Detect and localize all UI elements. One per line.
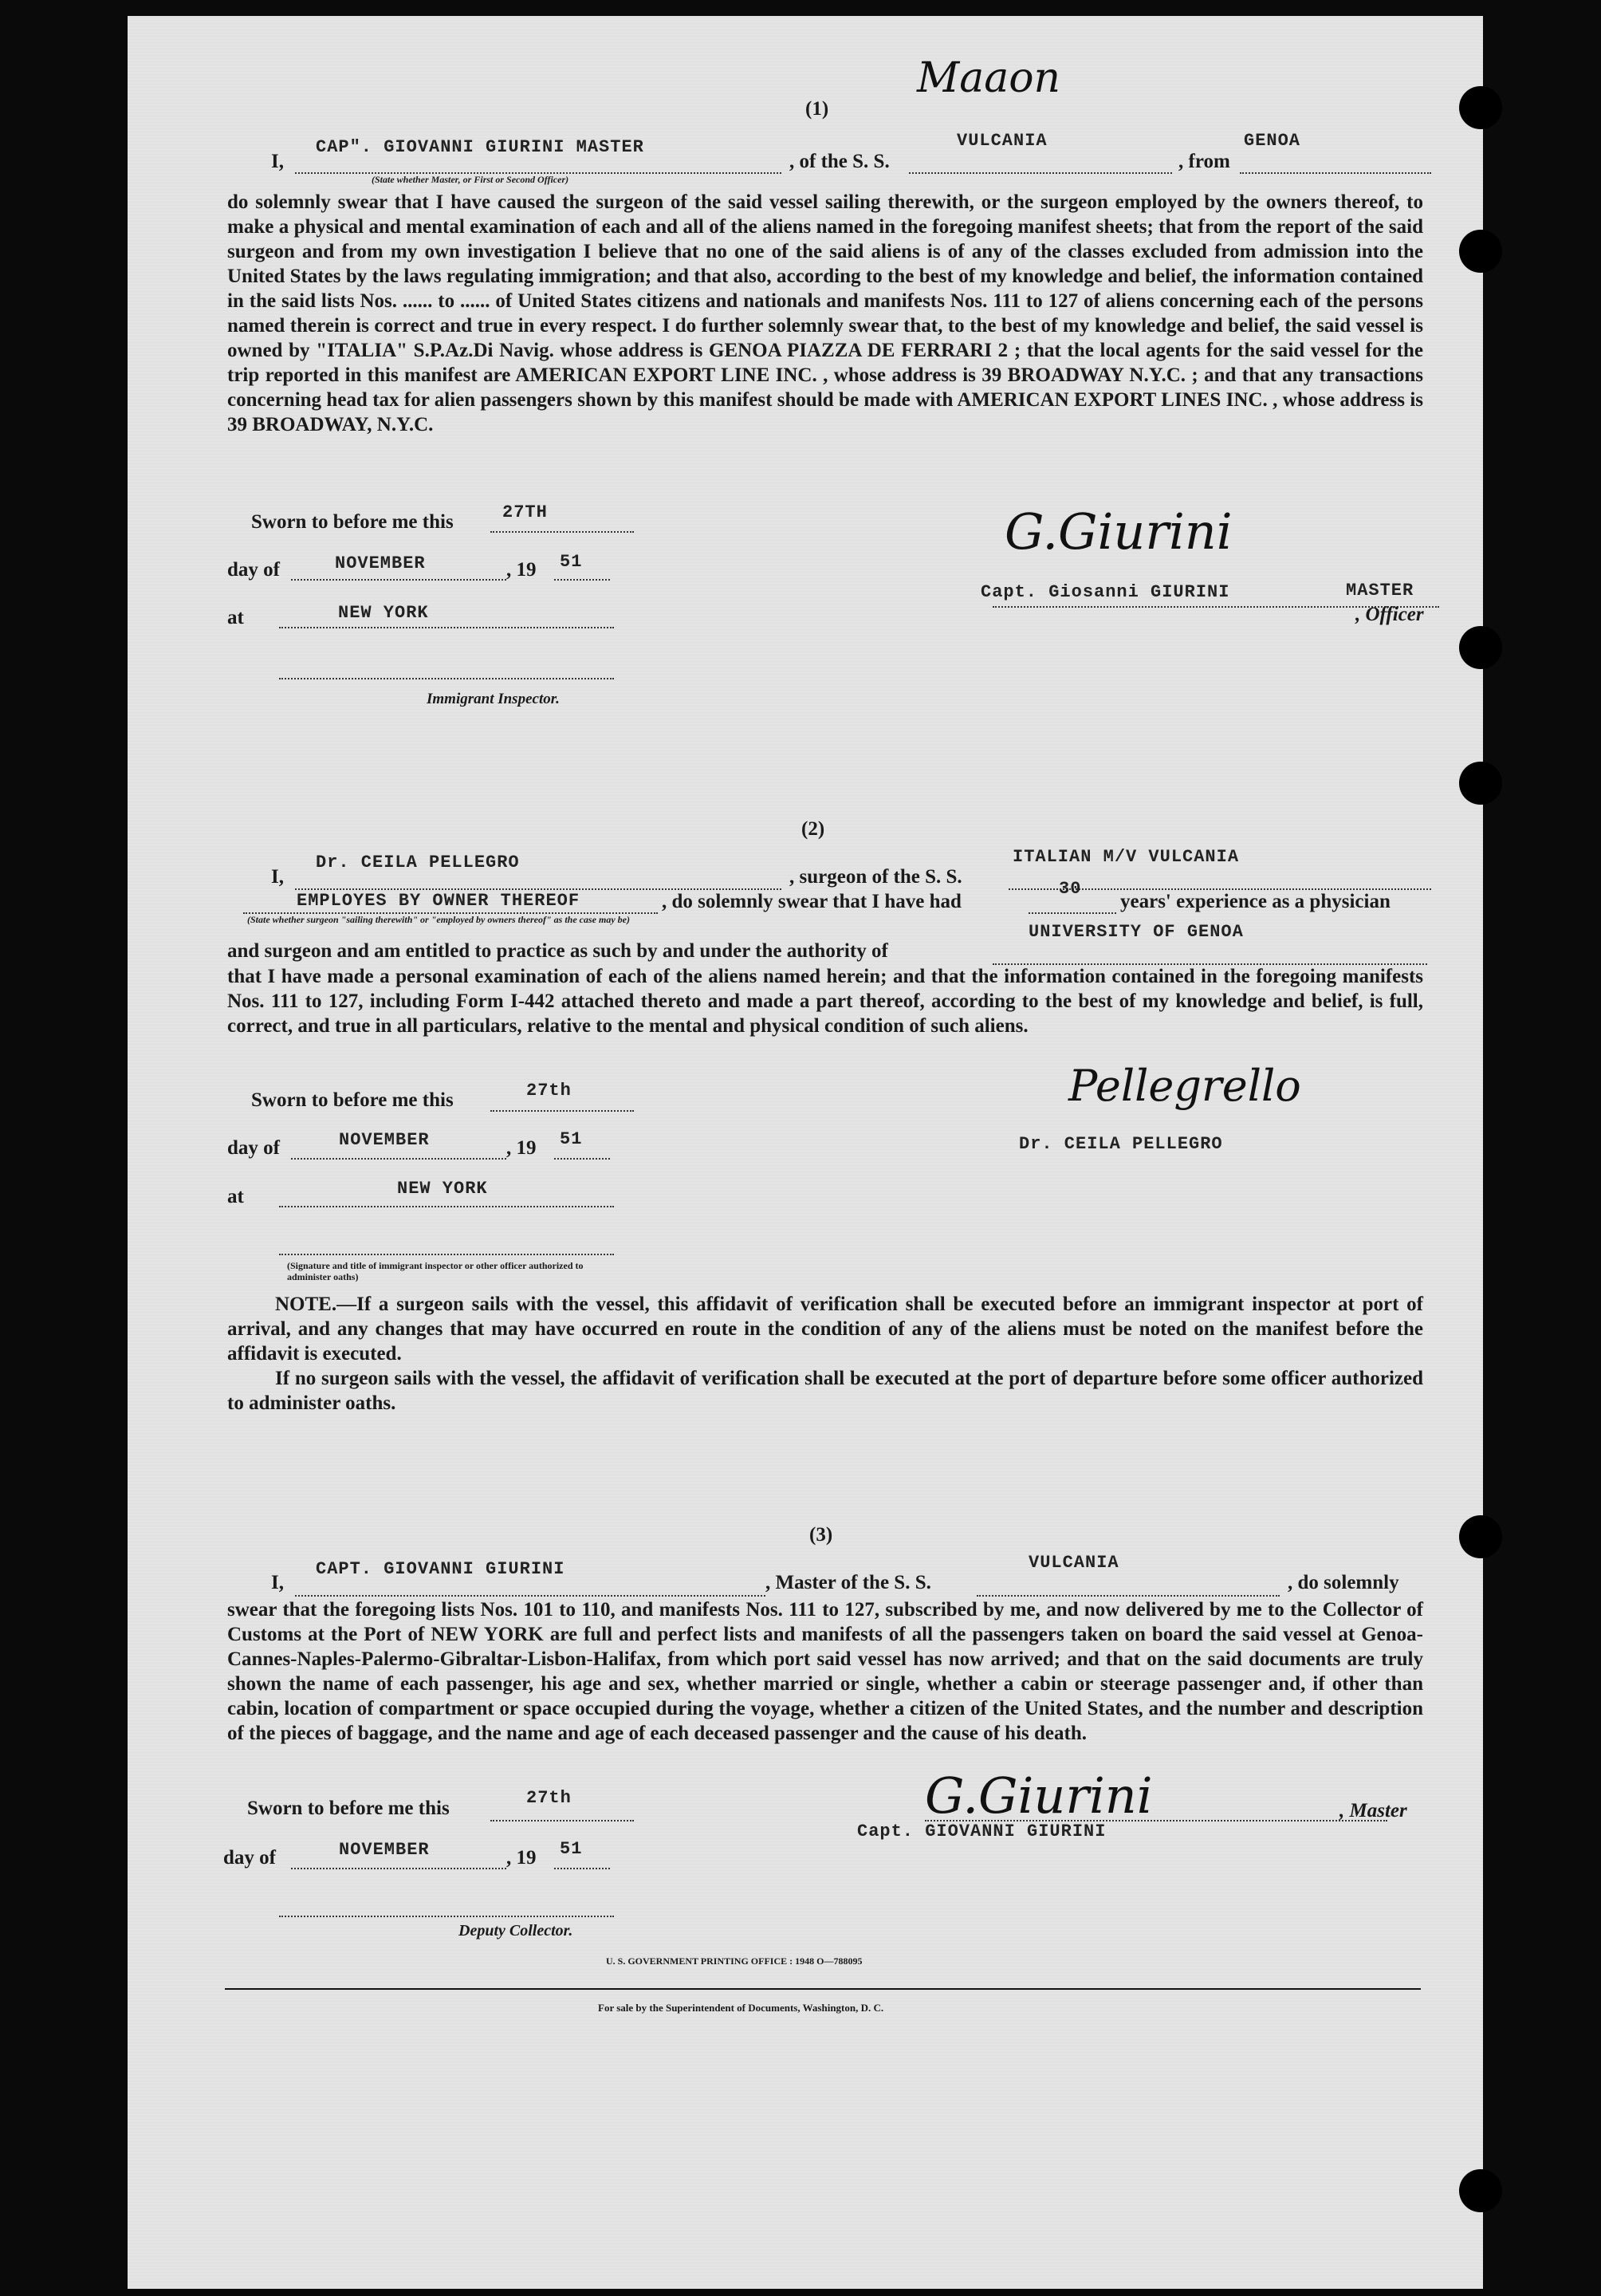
sec2-authority-value: UNIVERSITY OF GENOA (1029, 922, 1244, 942)
sec3-collector-caption: Deputy Collector. (458, 1922, 573, 1940)
sec2-ship-value: ITALIAN M/V VULCANIA (1013, 847, 1240, 867)
sec1-sig-caption: , Officer (1355, 604, 1424, 625)
sec2-month: NOVEMBER (339, 1130, 430, 1150)
sec1-sig-typed: Capt. Giosanni GIURINI (981, 582, 1230, 602)
sec1-sworn-day: 27TH (502, 502, 548, 522)
sec3-month: NOVEMBER (339, 1840, 430, 1860)
sec2-place: NEW YORK (397, 1179, 488, 1199)
sec2-sworn-label: Sworn to before me this (251, 1089, 454, 1111)
sec1-inspector-caption: Immigrant Inspector. (427, 691, 560, 707)
sec2-authority-label: and surgeon and am entitled to practice as such by and under the authority of (227, 940, 888, 962)
sec3-year: 51 (560, 1839, 583, 1859)
sec1-signature: G.Giurini (1005, 502, 1233, 561)
sec3-affidavit-text: swear that the foregoing lists Nos. 101 to 110, and manifests Nos. 111 to 127, subscribed by me, and now delivered by me to the Collector of Customs at the Port of NEW YORK are full and perfect lists and manifests of all the passengers taken on board the said vessel at Genoa-Cannes-Naples-Palermo-Gibraltar-Lisbon-Halifax, from which port said vessel has now arrived; and that on the said documents are truly shown the name of each passenger, his age and sex, whether married or single, whether a cabin or steerage passenger and, if other than cabin, location of compartment or space occupied during the voyage, whether a citizen of the United States, and the number and description of the pieces of baggage, and the name and age of each deceased passenger and the cause of his death. (227, 1599, 1423, 1744)
sec2-at-label: at (227, 1186, 244, 1207)
sec1-officer-caption: (State whether Master, or First or Second Officer) (372, 174, 569, 185)
sec2-sig-caption: (Signature and title of immigrant inspector or other officer authorized to administer oaths) (287, 1260, 584, 1282)
sec1-place: NEW YORK (338, 603, 429, 623)
binder-hole (1459, 1515, 1502, 1558)
sec3-sworn-day: 27th (526, 1788, 572, 1808)
sec2-surgeon-value: Dr. CEILA PELLEGRO (316, 853, 520, 872)
sec1-sig-title: MASTER (1346, 581, 1414, 601)
sec3-sworn-label: Sworn to before me this (247, 1798, 450, 1819)
printing-office-line: U. S. GOVERNMENT PRINTING OFFICE : 1948 O—788095 (606, 1955, 863, 1967)
binder-hole (1459, 2169, 1502, 2212)
sec2-swear-label: , do solemnly swear that I have had (662, 891, 962, 912)
binder-hole (1459, 762, 1502, 805)
sec3-year-prefix: , 19 (506, 1847, 537, 1869)
sec3-master-value: CAPT. GIOVANNI GIURINI (316, 1559, 565, 1579)
sec3-sig-caption: , Master (1339, 1800, 1407, 1821)
sec2-note-1: NOTE.—If a surgeon sails with the vessel, this affidavit of verification shall be executed before an immigrant inspector at port of arrival, and any changes that may have occurred en route in the condition of any of the aliens must be noted on the manifest before the affidavit is executed. (227, 1294, 1423, 1365)
sec2-surgeon-of-label: , surgeon of the S. S. (789, 866, 962, 888)
sec1-at-label: at (227, 607, 244, 628)
label-i-3: I, (271, 1572, 284, 1593)
sec2-sworn-day: 27th (526, 1081, 572, 1101)
section-1-number: (1) (805, 98, 829, 120)
footer-rule (225, 1988, 1421, 1990)
sec2-year: 51 (560, 1129, 583, 1149)
sec1-from-value: GENOA (1244, 131, 1301, 151)
footer-text: For sale by the Superintendent of Documents, Washington, D. C. (598, 2002, 884, 2014)
sec2-affidavit-text: that I have made a personal examination of each of the aliens named herein; and that the information contained in the foregoing manifests Nos. 111 to 127, including Form I-442 attached thereto and made a part thereof, according to the best of my knowledge and belief, is full, correct, and true in all particulars, relative to the mental and physical condition of such aliens. (227, 966, 1423, 1037)
binder-hole (1459, 86, 1502, 129)
sec2-signature: Pellegrello (1068, 1061, 1301, 1111)
sec1-day-of-label: day of (227, 559, 280, 581)
sec2-employed-caption: (State whether surgeon "sailing therewith" or "employed by owners thereof" as the case may be) (247, 914, 630, 925)
sec3-solemnly: , do solemnly (1288, 1572, 1399, 1593)
sec1-ship-value: VULCANIA (957, 131, 1048, 151)
sec1-officer-value: CAP". GIOVANNI GIURINI MASTER (316, 137, 644, 157)
sec3-sig-typed: Capt. GIOVANNI GIURINI (857, 1821, 1107, 1841)
section-3-number: (3) (809, 1524, 833, 1546)
manifest-page (128, 16, 1483, 2289)
sec3-ship-value: VULCANIA (1029, 1553, 1119, 1573)
sec2-sig-typed: Dr. CEILA PELLEGRO (1019, 1134, 1223, 1154)
sec1-year: 51 (560, 552, 583, 572)
sec3-master-label: , Master of the S. S. (765, 1572, 931, 1593)
label-i: I, (271, 151, 284, 172)
sec1-year-prefix: , 19 (506, 559, 537, 581)
sec1-sworn-label: Sworn to before me this (251, 511, 454, 533)
binder-hole (1459, 626, 1502, 669)
binder-hole (1459, 230, 1502, 273)
sec2-years-value: 30 (1059, 879, 1082, 899)
sec2-note-2: If no surgeon sails with the vessel, the affidavit of verification shall be executed at the port of departure before some officer authorized to administer oaths. (227, 1368, 1423, 1414)
label-of-ss: , of the S. S. (789, 151, 890, 172)
sec2-year-prefix: , 19 (506, 1137, 537, 1159)
label-from: , from (1178, 151, 1230, 172)
section-2-number: (2) (801, 818, 825, 840)
sec2-day-of-label: day of (227, 1137, 280, 1159)
label-i-2: I, (271, 866, 284, 888)
sec3-signature: G.Giurini (925, 1766, 1153, 1825)
handwritten-header: Maaon (917, 54, 1061, 102)
sec1-affidavit-text: do solemnly swear that I have caused the surgeon of the said vessel sailing therewith, or the surgeon employed by the owners thereof, to make a physical and mental examination of each and all of the aliens named in the foregoing manifest sheets; that from the report of the said surgeon and from my own investigation I believe that no one of the said aliens is of any of the classes excluded from admission into the United States by the laws regulating immigration; and that also, according to the best of my knowledge and belief, the information contained in the said lists Nos. ...... to ...... of United States citizens and nationals and manifests Nos. 111 to 127 of aliens concerning each of the persons named therein is correct and true in every respect. I do further solemnly swear that, to the best of my knowledge and belief, the said vessel is owned by "ITALIA" S.P.Az.Di Navig. whose address is GENOA PIAZZA DE FERRARI 2 ; that the local agents for the said vessel for the trip reported in this manifest are AMERICAN EXPORT LINE INC. , whose address is 39 BROADWAY N.Y.C. ; and that any transactions concerning head tax for alien passengers shown by this manifest should be made with AMERICAN EXPORT LINES INC. , whose address is 39 BROADWAY, N.Y.C. (227, 191, 1423, 435)
sec1-month: NOVEMBER (335, 553, 426, 573)
sec3-day-of-label: day of (223, 1847, 276, 1869)
sec2-years-label: years' experience as a physician (1120, 891, 1391, 912)
sec2-employed-value: EMPLOYES BY OWNER THEREOF (297, 891, 580, 911)
